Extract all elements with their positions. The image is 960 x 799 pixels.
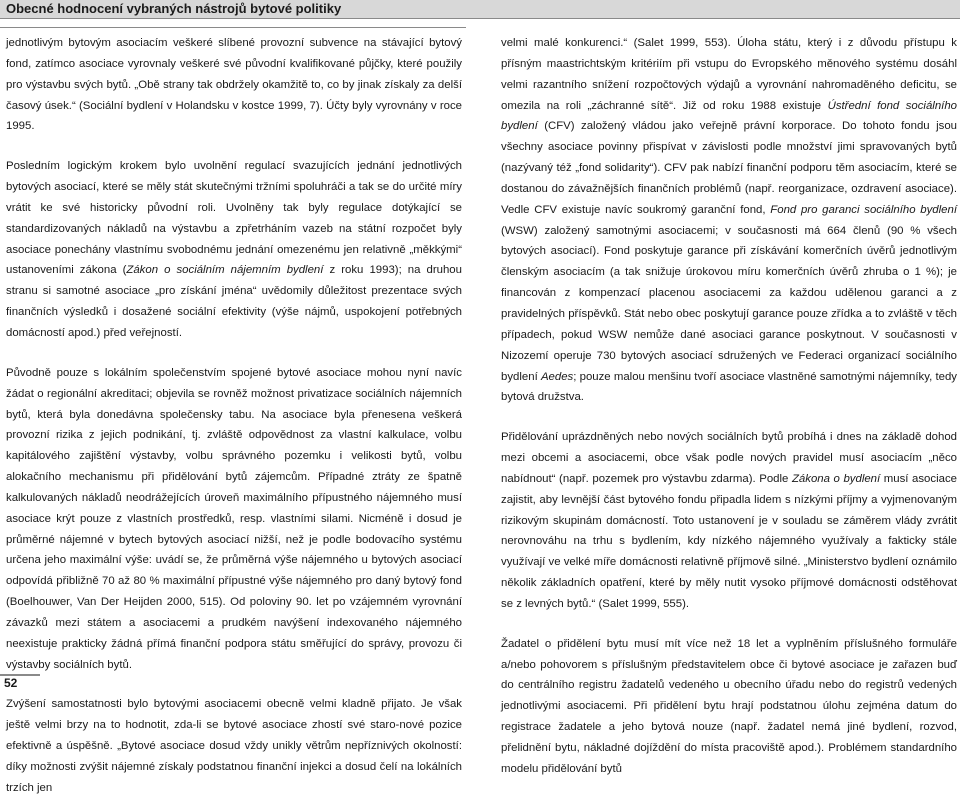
paragraph: Zvýšení samostatnosti bylo bytovými asociacemi obecně velmi kladně přijato. Je však ještě velmi brzy na to hodnotit, zda-li se bytové asociace zhostí své staro-nové pozice efektivně a úspěšně. „Bytové asociace dosud vždy unikly větrům nepříznivých okolností: díky možnosti zvýšit nájemné získaly podstatnou finanční injekci a dosud čelí na lokálních trzích jen	[6, 698, 462, 794]
law-title-italic: Zákon o sociálním nájemním bydlení	[126, 264, 324, 277]
running-header	[0, 0, 960, 19]
paragraph: velmi malé konkurenci.“ (Salet 1999, 553). Úloha státu, který i z důvodu přístupu k přísným maastrichtským kritériím při vstupu do Evropského měnového systému dosáhl velmi razantního snížení rozpočtových výdajů a vyrovnání nahromaděného deficitu, se omezila na roli „záchranné sítě“. Již od roku 1988 existuje Ústřední fond sociálního bydlení (CFV) založený vládou jako veřejně právní korporace. Do tohoto fondu jsou všechny asociace povinny přispívat v závislosti podle množství jimi spravovaných bytů (nazývaný též „fond solidarity“). CFV pak nabízí finanční podporu těm asociacím, které se dostanou do závažnějších finančních problémů (např. reorganizace, ozdravení asociace). Vedle CFV existuje navíc soukromý garanční fond, Fond pro garanci sociálního bydlení (WSW) založený samotnými asociacemi; v současnosti má 664 členů (90 % všech bytových asociací). Fond poskytuje garance při získávání komerčních úvěrů jednotlivým členským asociacím (a tak snižuje úrokovou míru komerčních úvěrů zhruba o 1 %); je financován z kompenzací placenou asociacemi za každou udělenou garanci a z pravidelných příspěvků. Stát nebo obec poskytují garance pouze zřídka a to zvláště v těch případech, pokud WSW nemůže dané asociaci garance poskytnout. V současnosti v Nizozemí operuje 730 bytových asociací sdružených ve Federaci organizací sociálního bydlení Aedes; pouze malou menšinu tvoří asociace vlastněné samotnými nájemníky, tedy bytová družstva.	[501, 37, 958, 404]
paragraph: jednotlivým bytovým asociacím veškeré slíbené provozní subvence na stávající bytový fond, zatímco asociace vyrovnaly veškeré své původní kvalifikované půjčky, které použily pro výstavbu svých bytů. „Obě strany tak obdržely okamžitě to, co by jinak získaly za delší časový úsek.“ (Sociální bydlení v Holandsku v kostce 1999, 7). Účty byly vyrovnány v roce 1995.	[6, 37, 462, 133]
paragraph: Posledním logickým krokem bylo uvolnění regulací svazujících jednání jednotlivých bytových asociací, které se měly stát skutečnými tržními spoluhráči a tak se do určité míry vrátit ke své historicky původní roli. Uvolněny tak byly regulace dotýkající se standardizovaných nákladů na výstavbu a zpřetrháním vazeb na státní rozpočet byly asociace ponechány vlastnímu svobodnému jednání omezenému jen relativně „měkkými“ ustanoveními zákona (Zákon o sociálním nájemním bydlení z roku 1993); na druhou stranu si samotné asociace „pro získání jména“ uvědomily důležitost prezentace svých finančních výsledků i dosažené sociální efektivity (výše nájmů, uspokojení potřebných domácností apod.) před veřejností.	[6, 160, 462, 339]
fund-name-italic: Ústřední fond sociálního bydlení	[501, 99, 957, 133]
right-column	[501, 33, 957, 780]
paragraph: Žadatel o přidělení bytu musí mít více než 18 let a vyplněním příslušného formuláře a/nebo pohovorem s příslušným představitelem obce či bytové asociace je zařazen buď do centrálního registru žadatelů vedeného u obecního úřadu nebo do registrů vedených jednotlivými asociacemi. Při přidělení bytu hrají podstatnou úlohu zejména datum do registrace žadatele a jeho bytová nouze (např. žadatel nemá jiné bydlení, rozvod, přelidnění bytu, nákladné dojíždění do místa pracoviště apod.). Problémem standardního modelu přidělování bytů	[501, 637, 957, 775]
running-header-title: Obecné hodnocení vybraných nástrojů bytové politiky	[6, 1, 342, 16]
left-column	[6, 33, 462, 799]
fund-name-italic: Fond pro garanci sociálního bydlení	[770, 203, 958, 216]
paragraph: Přidělování uprázdněných nebo nových sociálních bytů probíhá i dnes na základě dohod mezi obcemi a asociacemi, obce však podle nových pravidel musí asociacím „něco nabídnout“ (např. pozemek pro výstavbu zdarma). Podle Zákona o bydlení musí asociace zajistit, aby levnější část bytového fondu připadla lidem s nízkými příjmy a vyjmenovaným rizikovým skupinám domácností. Toto ustanovení je v souladu se záměrem vlády zvrátit nerovnováhu na trhu s bydlením, kdy nízkého nájemného využívaly a fakticky stále využívají ve velké míře domácnosti relativně příjmově silné. „Ministerstvo bydlení oznámilo několik základních opatření, které by měly nutit vysoko příjmové domácnosti odstěhovat se z levných bytů.“ (Salet 1999, 555).	[501, 431, 957, 610]
law-title-italic: Zákona o bydlení	[791, 472, 881, 485]
paragraph: Původně pouze s lokálním společenstvím spojené bytové asociace mohou nyní navíc žádat o regionální akreditaci; objevila se rovněž možnost privatizace sociálních nájemních bytů, která byla donedávna společensky tabu. Na asociace byla přenesena veškerá provozní rizika z jejich podnikání, tj. zvláště odpovědnost za vlastní kalkulace, volbu kapitálového zajištění výstavby, volbu správného pozemku i velikosti bytů, volbu alokačního mechanismu při přidělování bytů zájemcům. Případné ztráty ze špatně kalkulovaných nákladů neodrážejících úroveň maximálního přípustného nájemného musí asociace krýt pouze z vlastních prostředků, resp. vlastními silami. Nicméně i dosud je průměrné nájemné v bytech bytových asociací nižší, než je podle bodovacího systému určena jeho maximální výše: uvádí se, že průměrná výše nájemného u bytových asociací odpovídá přibližně 70 až 80 % maximální přípustné výše nájemného pro daný bytový fond (Boelhouwer, Van Der Heijden 2000, 515). Od poloviny 90. let po vzájemném vyrovnání závazků mezi státem a asociacemi a prudkém navýšení indexovaného nájemného neexistuje prakticky žádná přímá finanční podpora státu směřující do správy, provozu či výstavby sociálních bytů.	[6, 366, 462, 671]
header-divider	[0, 27, 466, 28]
page-number: 52	[4, 676, 18, 690]
organization-name-italic: Aedes	[540, 370, 574, 383]
